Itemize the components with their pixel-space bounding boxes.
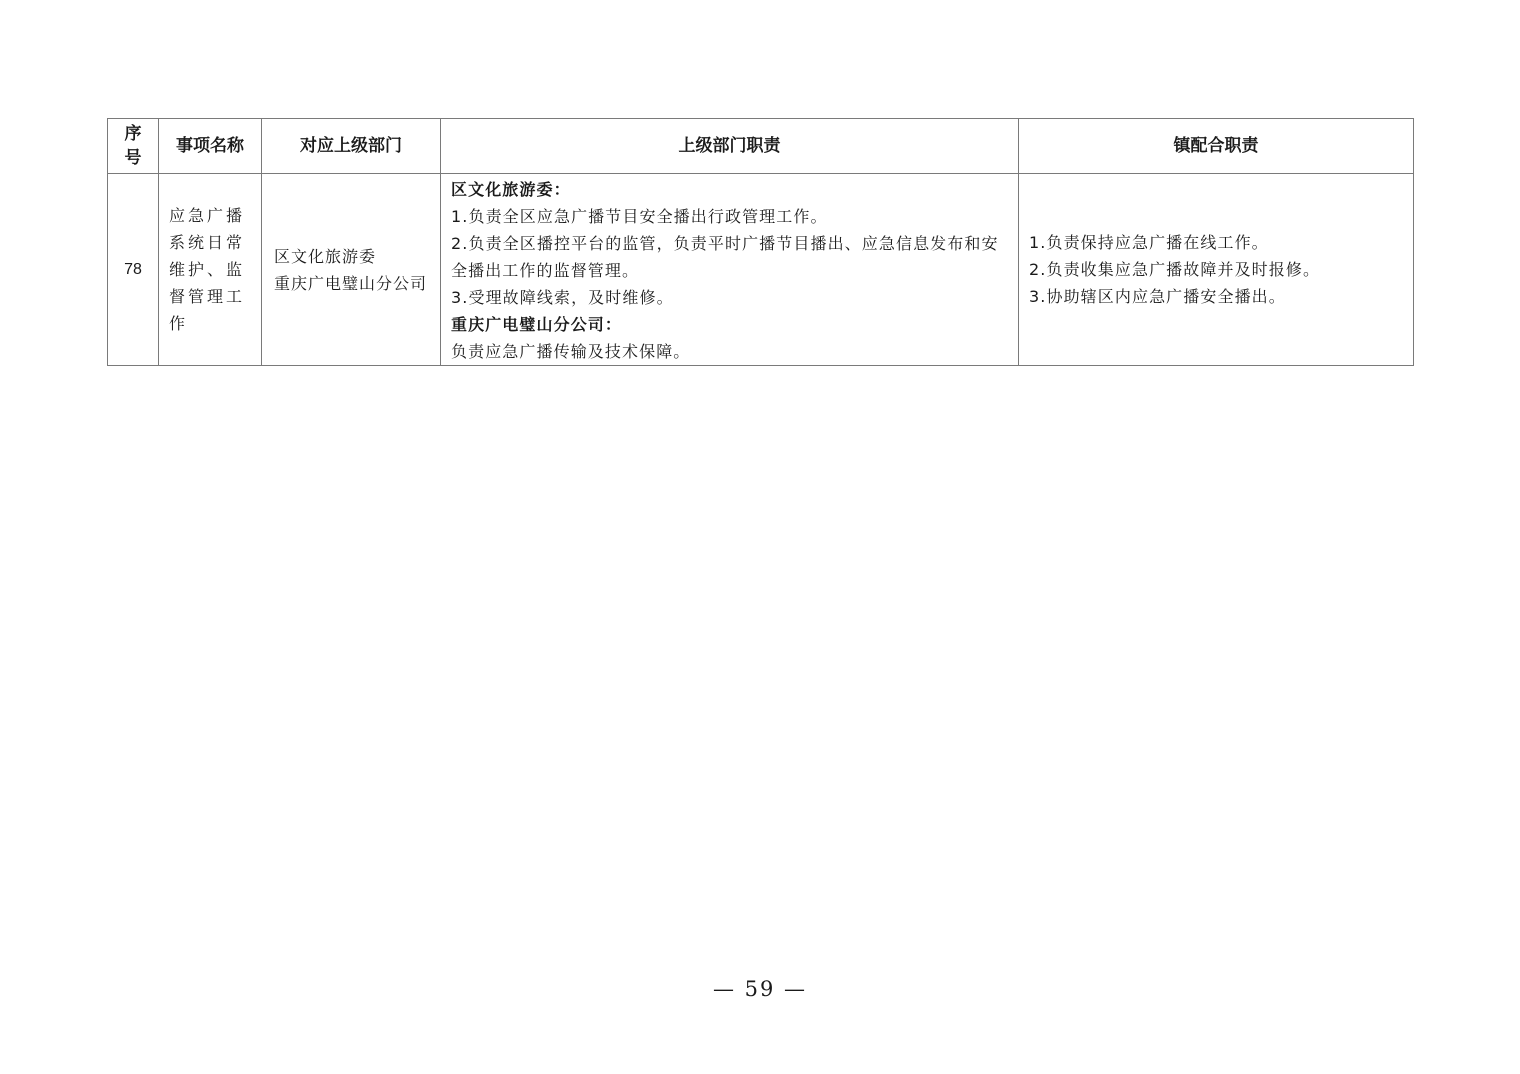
coop-item-3: 3.协助辖区内应急广播安全播出。 [1029, 287, 1286, 306]
cell-serial-number: 78 [108, 174, 159, 366]
table-row [108, 174, 1414, 366]
duty-heading-broadcast-company: 重庆广电璧山分公司： [451, 315, 623, 334]
dept-line-1: 区文化旅游委 [274, 246, 377, 266]
header-item-name: 事项名称 [159, 119, 262, 174]
cell-item-name: 应急广播系统日常维护、监督管理工作 [159, 174, 262, 366]
coop-item-2: 2.负责收集应急广播故障并及时报修。 [1029, 260, 1321, 279]
cell-superior-department [262, 174, 441, 366]
header-superior-duties: 上级部门职责 [441, 119, 1019, 174]
header-superior-department: 对应上级部门 [262, 119, 441, 174]
header-serial-number [108, 119, 159, 174]
coop-item-1: 1.负责保持应急广播在线工作。 [1029, 233, 1269, 252]
cell-town-cooperation-duties [1019, 174, 1414, 366]
duty-item-4: 负责应急广播传输及技术保障。 [451, 342, 691, 361]
table-header-row [108, 119, 1414, 174]
duty-item-1: 1.负责全区应急广播节目安全播出行政管理工作。 [451, 207, 828, 226]
header-serial-line2: 号 [124, 148, 142, 168]
dept-line-2: 重庆广电璧山分公司 [274, 273, 428, 293]
responsibility-table-container [107, 118, 1413, 366]
page-number: — 59 — [712, 977, 808, 1001]
duty-item-3: 3.受理故障线索，及时维修。 [451, 288, 674, 307]
duty-heading-culture-tourism: 区文化旅游委： [451, 180, 571, 199]
duty-item-2: 2.负责全区播控平台的监管，负责平时广播节目播出、应急信息发布和安全播出工作的监督管理。 [451, 234, 999, 280]
header-serial-line1: 序 [124, 124, 142, 144]
cell-superior-duties [441, 174, 1019, 366]
header-town-cooperation-duties: 镇配合职责 [1019, 119, 1414, 174]
responsibility-table [107, 118, 1414, 366]
